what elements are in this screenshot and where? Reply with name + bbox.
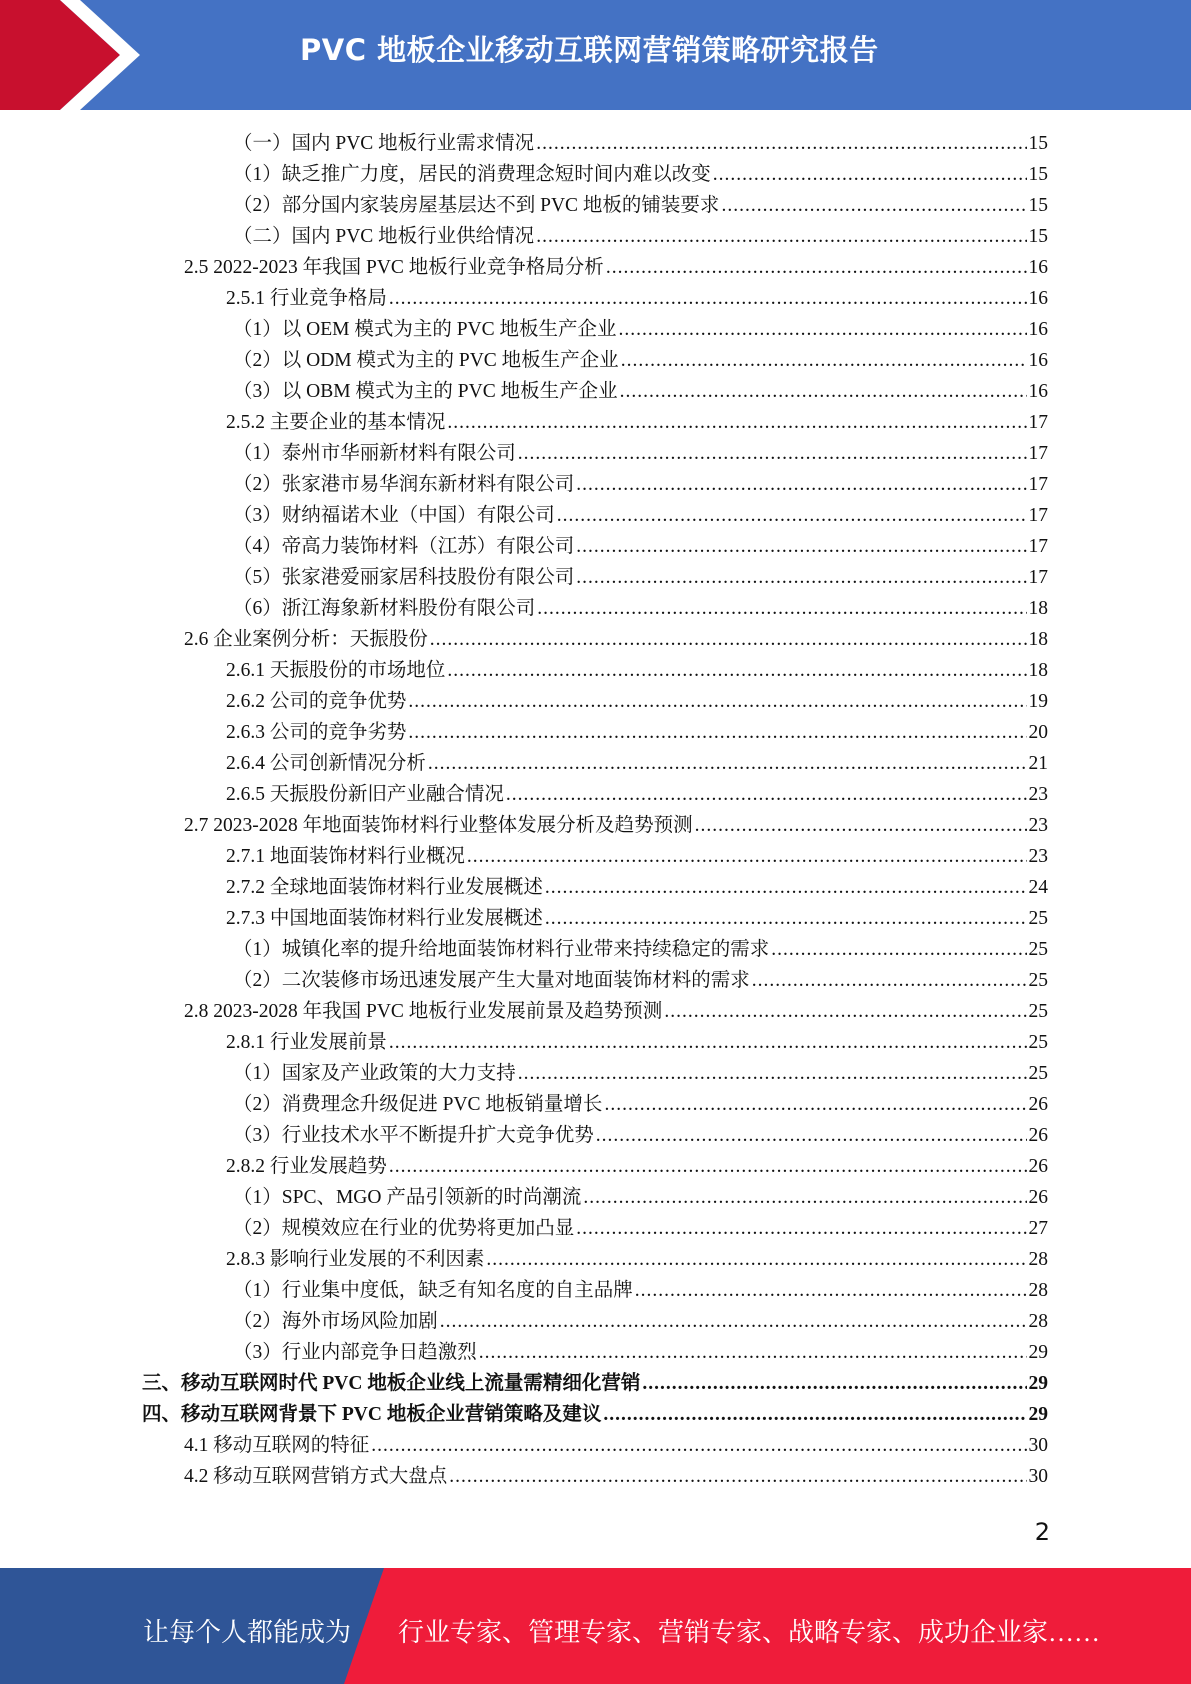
- toc-entry-label: 4.2 移动互联网营销方式大盘点: [184, 1466, 448, 1487]
- toc-leader-dots: [389, 1027, 1027, 1058]
- toc-leader-dots: [506, 779, 1027, 810]
- toc-entry-label: 4.1 移动互联网的特征: [184, 1435, 370, 1456]
- footer-slogan-right: 行业专家、管理专家、营销专家、战略专家、成功企业家……: [398, 1618, 1101, 1647]
- toc-entry-label: （2）海外市场风险加剧: [233, 1311, 438, 1332]
- toc-leader-dots: [695, 810, 1027, 841]
- toc-leader-dots: [635, 1275, 1027, 1306]
- toc-leader-dots: [721, 190, 1026, 221]
- toc-leader-dots: [447, 655, 1026, 686]
- toc-entry-page: 21: [1028, 753, 1048, 774]
- toc-leader-dots: [557, 500, 1027, 531]
- toc-entry-page: 17: [1028, 443, 1048, 464]
- toc-entry[interactable]: [233, 1306, 1048, 1337]
- toc-entry-label: 2.6.4 公司创新情况分析: [226, 753, 426, 774]
- toc-entry-page: 25: [1028, 908, 1048, 929]
- toc-entry-label: （一）国内 PVC 地板行业需求情况: [233, 133, 535, 154]
- toc-entry[interactable]: [226, 872, 1048, 903]
- toc-entry[interactable]: [233, 1120, 1048, 1151]
- toc-entry-page: 26: [1028, 1187, 1048, 1208]
- toc-leader-dots: [447, 407, 1026, 438]
- toc-leader-dots: [576, 562, 1026, 593]
- toc-entry[interactable]: [226, 1027, 1048, 1058]
- toc-leader-dots: [621, 345, 1027, 376]
- toc-entry[interactable]: [233, 1275, 1048, 1306]
- toc-leader-dots: [536, 221, 1026, 252]
- toc-entry-label: （3）行业内部竞争日趋激烈: [233, 1342, 477, 1363]
- toc-entry[interactable]: [184, 1461, 1048, 1492]
- toc-entry-page: 26: [1028, 1156, 1048, 1177]
- toc-entry[interactable]: [226, 655, 1048, 686]
- toc-entry-label: （2）二次装修市场迅速发展产生大量对地面装饰材料的需求: [233, 970, 750, 991]
- toc-leader-dots: [576, 531, 1026, 562]
- toc-entry-page: 25: [1028, 970, 1048, 991]
- toc-entry-label: （2）消费理念升级促进 PVC 地板销量增长: [233, 1094, 603, 1115]
- toc-entry[interactable]: [233, 531, 1048, 562]
- toc-entry-page: 25: [1028, 1032, 1048, 1053]
- toc-entry-label: 2.6.1 天振股份的市场地位: [226, 660, 446, 681]
- toc-entry-label: （二）国内 PVC 地板行业供给情况: [233, 226, 535, 247]
- toc-entry-page: 15: [1028, 164, 1048, 185]
- toc-entry-page: 18: [1028, 660, 1048, 681]
- toc-entry-page: 25: [1028, 1001, 1048, 1022]
- page-footer: [0, 1568, 1191, 1684]
- toc-entry-page: 23: [1028, 815, 1048, 836]
- toc-entry-page: 30: [1028, 1435, 1048, 1456]
- toc-entry-page: 16: [1028, 257, 1048, 278]
- toc-entry[interactable]: [233, 438, 1048, 469]
- toc-entry-label: 2.8.3 影响行业发展的不利因素: [226, 1249, 485, 1270]
- toc-entry[interactable]: [233, 965, 1048, 996]
- header-chevron-icon: [0, 0, 150, 110]
- toc-entry-label: 2.5.2 主要企业的基本情况: [226, 412, 446, 433]
- toc-entry[interactable]: [233, 190, 1048, 221]
- toc-leader-dots: [583, 1182, 1026, 1213]
- toc-leader-dots: [771, 934, 1026, 965]
- toc-entry-label: （3）财纳福诺木业（中国）有限公司: [233, 505, 555, 526]
- footer-slogan-left: 让每个人都能成为: [143, 1618, 352, 1647]
- toc-entry-label: 2.5.1 行业竞争格局: [226, 288, 387, 309]
- toc-entry-page: 25: [1028, 939, 1048, 960]
- toc-leader-dots: [536, 128, 1026, 159]
- toc-entry[interactable]: [226, 841, 1048, 872]
- toc-entry-page: 17: [1028, 567, 1048, 588]
- toc-entry-page: 25: [1028, 1063, 1048, 1084]
- toc-entry-label: （1）行业集中度低，缺乏有知名度的自主品牌: [233, 1280, 633, 1301]
- toc-entry-label: （2）张家港市易华润东新材料有限公司: [233, 474, 575, 495]
- toc-entry-label: （1）以 OEM 模式为主的 PVC 地板生产企业: [233, 319, 617, 340]
- toc-entry-label: 2.5 2022-2023 年我国 PVC 地板行业竞争格局分析: [184, 257, 604, 278]
- toc-entry-page: 28: [1028, 1280, 1048, 1301]
- toc-entry-label: 2.6.3 公司的竞争劣势: [226, 722, 407, 743]
- toc-entry-page: 27: [1028, 1218, 1048, 1239]
- toc-entry-page: 29: [1028, 1342, 1048, 1363]
- toc-leader-dots: [603, 1399, 1026, 1430]
- toc-leader-dots: [545, 872, 1027, 903]
- toc-entry[interactable]: [226, 1244, 1048, 1275]
- toc-leader-dots: [518, 1058, 1027, 1089]
- toc-entry[interactable]: [184, 810, 1048, 841]
- toc-entry[interactable]: [233, 345, 1048, 376]
- toc-entry-page: 26: [1028, 1125, 1048, 1146]
- toc-entry-label: 2.7.2 全球地面装饰材料行业发展概述: [226, 877, 543, 898]
- toc-leader-dots: [430, 624, 1027, 655]
- toc-entry-page: 17: [1028, 505, 1048, 526]
- report-title: PVC 地板企业移动互联网营销策略研究报告: [300, 33, 879, 67]
- toc-entry-label: 四、移动互联网背景下 PVC 地板企业营销策略及建议: [142, 1404, 602, 1425]
- toc-entry[interactable]: [233, 314, 1048, 345]
- toc-entry[interactable]: [233, 1213, 1048, 1244]
- toc-leader-dots: [620, 376, 1027, 407]
- toc-leader-dots: [604, 1089, 1026, 1120]
- toc-entry[interactable]: [233, 562, 1048, 593]
- toc-entry[interactable]: [226, 717, 1048, 748]
- toc-entry[interactable]: [226, 779, 1048, 810]
- toc-leader-dots: [752, 965, 1027, 996]
- toc-entry-page: 18: [1028, 598, 1048, 619]
- toc-leader-dots: [576, 1213, 1026, 1244]
- toc-entry-page: 18: [1028, 629, 1048, 650]
- toc-entry-page: 29: [1028, 1373, 1048, 1394]
- toc-leader-dots: [408, 686, 1026, 717]
- page-header: [0, 0, 1191, 110]
- toc-leader-dots: [486, 1244, 1026, 1275]
- toc-entry-label: （1）城镇化率的提升给地面装饰材料行业带来持续稳定的需求: [233, 939, 770, 960]
- toc-entry-page: 30: [1028, 1466, 1048, 1487]
- toc-entry-page: 29: [1028, 1404, 1048, 1425]
- toc-entry-label: （3）以 OBM 模式为主的 PVC 地板生产企业: [233, 381, 618, 402]
- toc-leader-dots: [408, 717, 1026, 748]
- toc-entry-page: 16: [1028, 381, 1048, 402]
- toc-entry-page: 23: [1028, 784, 1048, 805]
- toc-entry-label: 2.8 2023-2028 年我国 PVC 地板行业发展前景及趋势预测: [184, 1001, 663, 1022]
- toc-entry-label: （2）部分国内家装房屋基层达不到 PVC 地板的铺装要求: [233, 195, 720, 216]
- toc-entry[interactable]: [233, 469, 1048, 500]
- toc-leader-dots: [449, 1461, 1026, 1492]
- toc-entry[interactable]: [233, 1058, 1048, 1089]
- toc-leader-dots: [664, 996, 1026, 1027]
- toc-entry-label: （2）规模效应在行业的优势将更加凸显: [233, 1218, 575, 1239]
- toc-entry-page: 17: [1028, 474, 1048, 495]
- toc-entry-page: 26: [1028, 1094, 1048, 1115]
- toc-entry[interactable]: [184, 624, 1048, 655]
- toc-entry-label: （4）帝高力装饰材料（江苏）有限公司: [233, 536, 575, 557]
- toc-entry-label: 2.7 2023-2028 年地面装饰材料行业整体发展分析及趋势预测: [184, 815, 693, 836]
- toc-entry-page: 28: [1028, 1311, 1048, 1332]
- toc-leader-dots: [371, 1430, 1026, 1461]
- toc-leader-dots: [545, 903, 1027, 934]
- toc-entry-page: 15: [1028, 226, 1048, 247]
- toc-entry[interactable]: [226, 903, 1048, 934]
- toc-leader-dots: [606, 252, 1027, 283]
- toc-entry-label: （5）张家港爱丽家居科技股份有限公司: [233, 567, 575, 588]
- toc-leader-dots: [479, 1337, 1027, 1368]
- toc-entry[interactable]: [226, 283, 1048, 314]
- toc-entry-label: 三、移动互联网时代 PVC 地板企业线上流量需精细化营销: [142, 1373, 641, 1394]
- toc-entry-label: （1）国家及产业政策的大力支持: [233, 1063, 516, 1084]
- toc-leader-dots: [713, 159, 1027, 190]
- toc-entry-page: 20: [1028, 722, 1048, 743]
- toc-entry-page: 19: [1028, 691, 1048, 712]
- toc-leader-dots: [428, 748, 1027, 779]
- toc-entry-page: 24: [1028, 877, 1048, 898]
- toc-entry[interactable]: [233, 128, 1048, 159]
- toc-entry-label: （2）以 ODM 模式为主的 PVC 地板生产企业: [233, 350, 619, 371]
- toc-entry-label: 2.6 企业案例分析：天振股份: [184, 629, 428, 650]
- toc-entry-label: （1）缺乏推广力度，居民的消费理念短时间内难以改变: [233, 164, 711, 185]
- toc-entry-label: （1）泰州市华丽新材料有限公司: [233, 443, 516, 464]
- toc-entry-page: 16: [1028, 288, 1048, 309]
- toc-leader-dots: [642, 1368, 1026, 1399]
- toc-entry-label: （3）行业技术水平不断提升扩大竞争优势: [233, 1125, 594, 1146]
- toc-entry-label: （1）SPC、MGO 产品引领新的时尚潮流: [233, 1187, 582, 1208]
- toc-entry[interactable]: [233, 1089, 1048, 1120]
- toc-entry-label: （6）浙江海象新材料股份有限公司: [233, 598, 536, 619]
- toc-entry[interactable]: [233, 376, 1048, 407]
- toc-entry[interactable]: [184, 996, 1048, 1027]
- toc-entry-page: 17: [1028, 536, 1048, 557]
- toc-entry[interactable]: [233, 221, 1048, 252]
- toc-entry-label: 2.8.2 行业发展趋势: [226, 1156, 387, 1177]
- toc-leader-dots: [518, 438, 1027, 469]
- toc-entry-label: 2.6.5 天振股份新旧产业融合情况: [226, 784, 504, 805]
- toc-entry[interactable]: [184, 252, 1048, 283]
- toc-entry-label: 2.8.1 行业发展前景: [226, 1032, 387, 1053]
- toc-leader-dots: [537, 593, 1026, 624]
- toc-entry-page: 15: [1028, 195, 1048, 216]
- toc-entry[interactable]: [226, 407, 1048, 438]
- toc-leader-dots: [596, 1120, 1027, 1151]
- toc-entry-page: 16: [1028, 350, 1048, 371]
- toc-entry[interactable]: [233, 1182, 1048, 1213]
- toc-entry-page: 23: [1028, 846, 1048, 867]
- toc-entry[interactable]: [233, 1337, 1048, 1368]
- toc-entry-page: 15: [1028, 133, 1048, 154]
- toc-entry[interactable]: [226, 686, 1048, 717]
- toc-entry-page: 28: [1028, 1249, 1048, 1270]
- toc-entry[interactable]: [233, 934, 1048, 965]
- toc-leader-dots: [440, 1306, 1027, 1337]
- toc-entry-page: 16: [1028, 319, 1048, 340]
- toc-entry[interactable]: [226, 748, 1048, 779]
- toc-entry[interactable]: [233, 593, 1048, 624]
- toc-leader-dots: [467, 841, 1027, 872]
- page-number: 2: [1034, 1518, 1050, 1546]
- toc-entry[interactable]: [226, 1151, 1048, 1182]
- toc-leader-dots: [389, 1151, 1027, 1182]
- toc-entry[interactable]: [142, 1368, 1048, 1399]
- toc-entry[interactable]: [233, 500, 1048, 531]
- toc-entry-label: 2.6.2 公司的竞争优势: [226, 691, 407, 712]
- toc-entry[interactable]: [184, 1430, 1048, 1461]
- toc-entry[interactable]: [233, 159, 1048, 190]
- toc-entry-label: 2.7.1 地面装饰材料行业概况: [226, 846, 465, 867]
- toc-leader-dots: [619, 314, 1027, 345]
- toc-leader-dots: [576, 469, 1026, 500]
- toc-leader-dots: [389, 283, 1027, 314]
- toc-entry-page: 17: [1028, 412, 1048, 433]
- toc-entry[interactable]: [142, 1399, 1048, 1430]
- toc-entry-label: 2.7.3 中国地面装饰材料行业发展概述: [226, 908, 543, 929]
